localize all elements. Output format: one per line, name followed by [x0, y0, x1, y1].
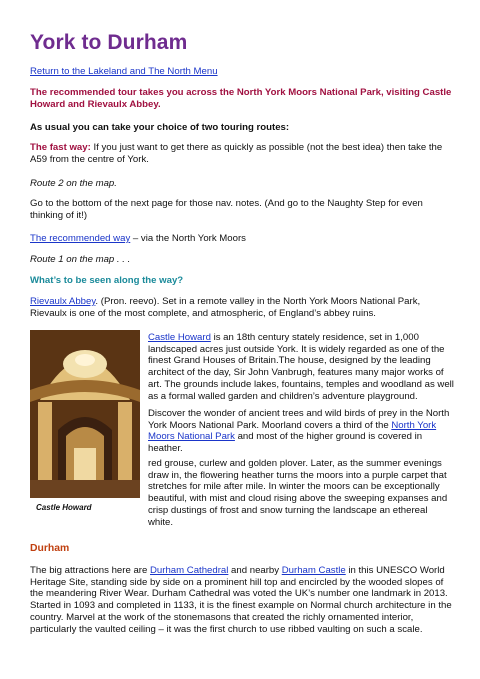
discover-paragraph — [148, 408, 454, 455]
menu-line — [30, 66, 454, 78]
photo-caption: Castle Howard — [36, 503, 92, 512]
moors-park-link[interactable]: North York Moors National Park — [148, 419, 437, 443]
menu-link[interactable]: Return to the Lakeland and The North Menu — [30, 66, 218, 77]
castle-howard-link[interactable]: Castle Howard — [148, 332, 211, 343]
rievaulx-link[interactable]: Rievaulx Abbey — [30, 296, 96, 307]
durham-heading: Durham — [30, 543, 70, 554]
route-2-note: Route 2 on the map. — [30, 178, 117, 189]
recommended-way-text: – via the North York Moors — [130, 233, 246, 244]
route-1-note: Route 1 on the map . . . — [30, 254, 131, 265]
intro-paragraph: The recommended tour takes you across the North York Moors National Park, visiting Castle Howard and Rievaulx Abbey. — [30, 87, 452, 110]
durham-castle-link[interactable]: Durham Castle — [281, 565, 346, 576]
durham-paragraph — [30, 565, 454, 635]
rievaulx-paragraph — [30, 296, 454, 319]
grouse-paragraph: red grouse, curlew and golden plover. Later, as the summer evenings draw in, the flowering heather turns the moors into a purple carpet that stretches for mile after mile. In winter the moors can be exceptionally beautiful, with mist and cloud rising above the sweeping expanses and crisp dustings of frost and snow turning the landscape an ethereal white. — [148, 458, 448, 528]
rievaulx-text: . (Pron. reevo). Set in a remote valley in the North York Moors National Park, Rievaulx is one of the most complete, and atmospheric, of England’s abbey ruins. — [30, 296, 421, 319]
durham-text-a: The big attractions here are — [30, 565, 150, 576]
durham-cathedral-link[interactable]: Durham Cathedral — [150, 565, 229, 576]
recommended-way-line — [30, 233, 454, 245]
durham-text-b: and nearby — [228, 565, 282, 576]
castle-howard-paragraph — [148, 332, 454, 402]
castle-howard-image — [30, 330, 140, 498]
fast-way-paragraph — [30, 142, 454, 165]
discover-text-a: Discover the wonder of ancient trees and wild birds of prey in the North York Moors National Park. Moorland covers a third of the — [148, 408, 450, 431]
durham-text-c: in this UNESCO World Heritage Site, standing side by side on a prominent hill top and encircled by the wooded slopes of the meandering River Wear. Durham Cathedral was voted the UK’s number one landmark in 2013. Started in 1093 and completed in 1133, it is the finest example on Normal church architecture in the country. Marvel at the work of the stonemasons that created the richly ornamented interior, particularly the vaulted ceiling – it was the first church to use ribbed vaulting on such a scale. — [30, 565, 452, 635]
page-title: York to Durham — [30, 31, 188, 54]
fast-way-text: If you just want to get there as quickly as possible (not the best idea) then take the A59 from the centre of York. — [30, 142, 443, 165]
castle-howard-text: is an 18th century stately residence, set in 1,000 landscaped acres just outside York. It is widely regarded as one of the finest Grand Houses of Britain.The house, designed by the leading architect of the day, Sir John Vanbrugh, features many major works of art. The grounds include lakes, fountains, temples and woodland as well as a formal walled garden and children’s adventure playground. — [148, 332, 454, 402]
recommended-way-link[interactable]: The recommended way — [30, 233, 131, 244]
fast-way-label: The fast way: — [30, 142, 91, 153]
discover-text-b: and most of the higher ground is covered in heather. — [148, 431, 423, 455]
seen-heading: What’s to be seen along the way? — [30, 275, 184, 286]
nav-notes-paragraph: Go to the bottom of the next page for those nav. notes. (And go to the Naughty Step for even thinking of it!) — [30, 198, 423, 221]
choice-paragraph: As usual you can take your choice of two touring routes: — [30, 122, 290, 133]
castle-howard-photo — [30, 330, 140, 498]
